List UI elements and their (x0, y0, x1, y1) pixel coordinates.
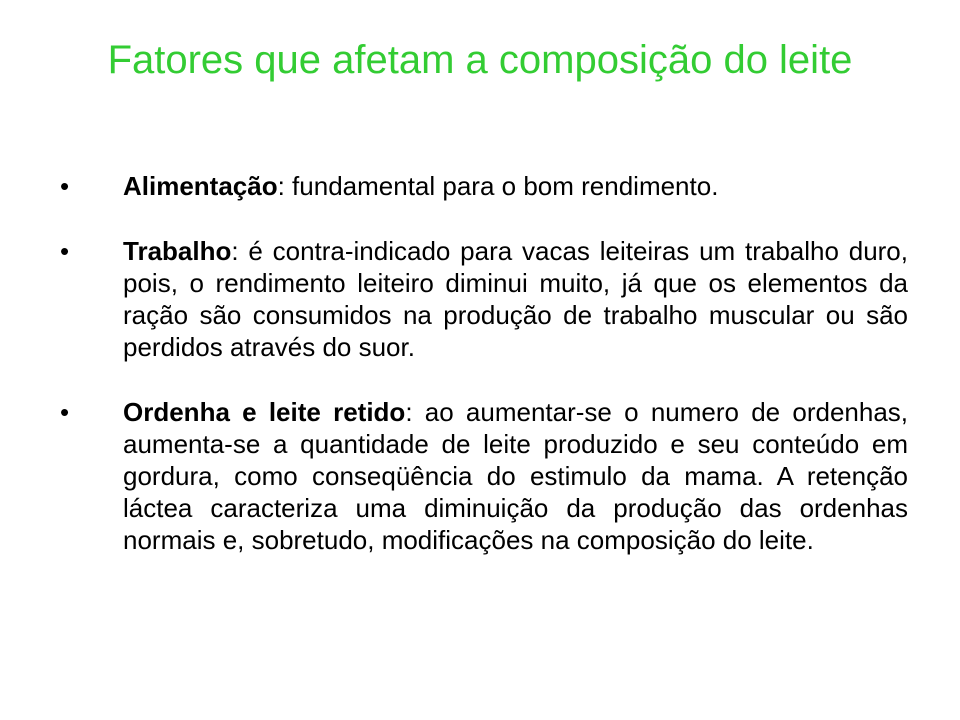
bullet-label: Ordenha e leite retido (123, 397, 406, 427)
bullet-text: : fundamental para o bom rendimento. (277, 171, 719, 201)
bullet-label: Alimentação (123, 171, 278, 201)
bullet-item-trabalho (60, 235, 908, 363)
bullet-dot-icon: • (60, 171, 70, 201)
bullet-item-ordenha (60, 396, 908, 556)
bullet-text: : ao aumentar-se o numero de ordenhas, aumenta-se a quantidade de leite produzido e seu conteúdo em gordura, como conseqüência do estimulo da mama. A retenção láctea caracteriza uma diminuição da produção das ordenhas normais e, sobretudo, modificações na composição do leite. (123, 397, 909, 555)
bullet-label: Trabalho (123, 236, 232, 266)
bullet-item-alimentacao (60, 170, 908, 202)
bullet-list (60, 170, 908, 556)
bullet-text: : é contra-indicado para vacas leiteiras um trabalho duro, pois, o rendimento leiteiro diminui muito, já que os elementos da ração são consumidos na produção de trabalho muscular ou são perdidos através do suor. (123, 236, 908, 362)
bullet-dot-icon: • (60, 236, 70, 266)
bullet-dot-icon: • (60, 397, 70, 427)
slide-title: Fatores que afetam a composição do leite (107, 38, 853, 82)
